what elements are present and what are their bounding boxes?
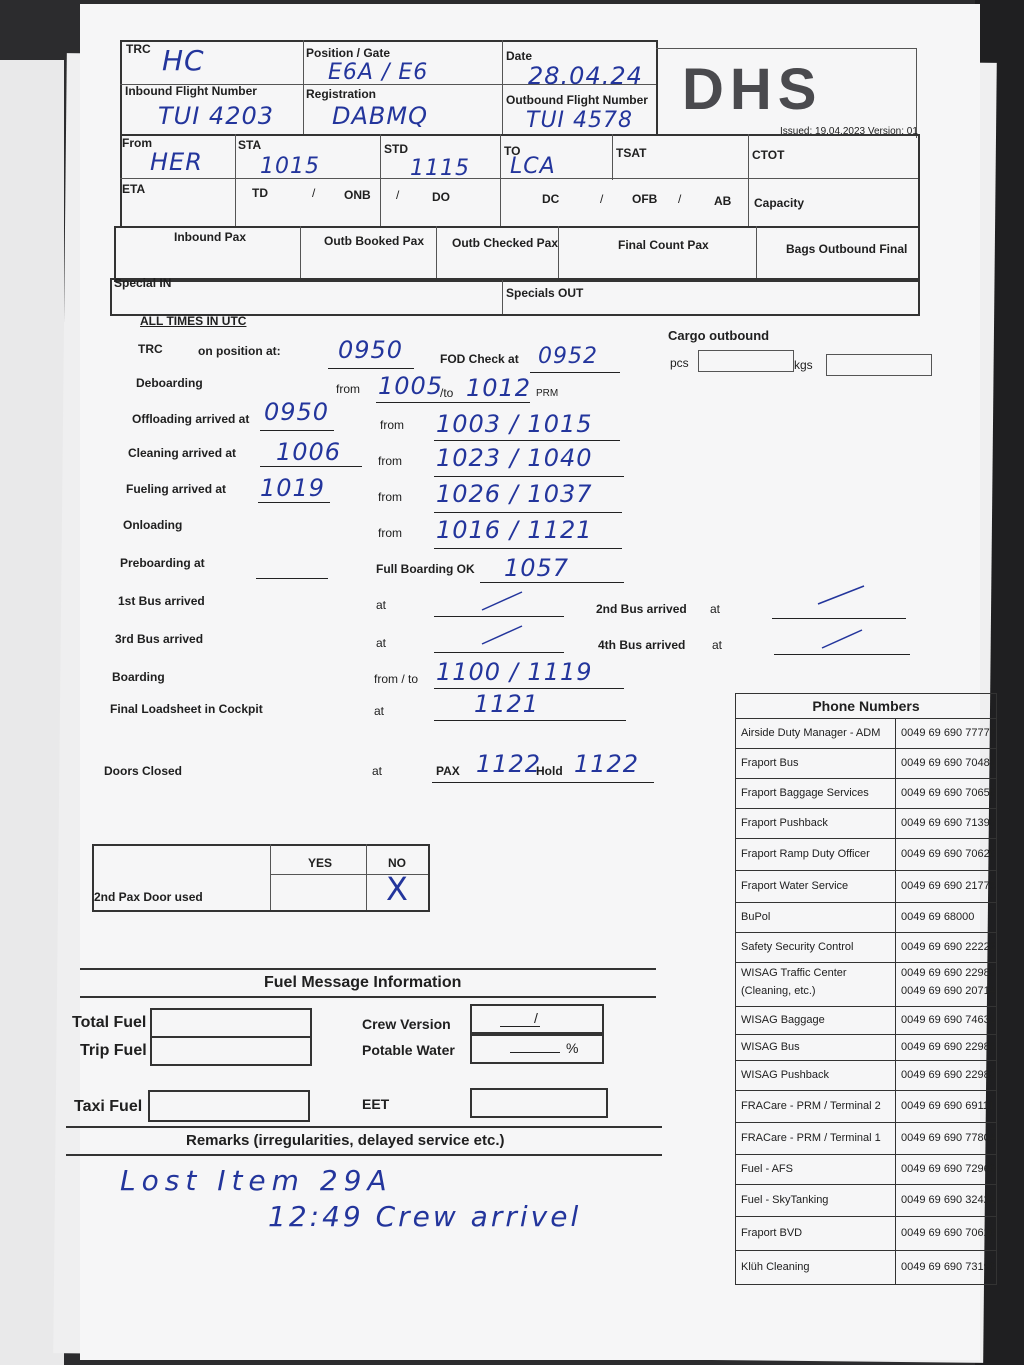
td-label: TD — [252, 186, 268, 200]
bus2-label: 2nd Bus arrived — [596, 602, 687, 616]
eet-label: EET — [362, 1096, 390, 1112]
phone-number[interactable]: 0049 69 690 71393 — [901, 817, 996, 829]
phone-number[interactable]: 0049 69 690 72960 — [901, 1163, 996, 1175]
phone-number[interactable]: 0049 69 690 73190 — [901, 1261, 996, 1273]
turnaround-form-sheet: TRC HC Position / Gate E6A / E6 Date 28.04.24 Inbound Flight Number TUI 4203 Registration DABMQ Outbound Flight Number TUI 4578 DHS Issued: 19.04.2023 Version: 01 From HER STA 1015 STD 1115 TO LCA TSAT CTOT ETA TD / ONB / DO DC / OFB / AB Capacity Inbound Pax Outb Booked Pax Outb Checked Pax Final Count Pax Bags Outbound Final Special IN Specials OUT ALL TIMES IN UTC TRC on position at: 0950 FOD Check at 0952 Deboarding from 1005 /to 1012 PRM Offloading arrived at 0950 from 1003 / 1015 Cleaning arrived at 1006 from 1023 / 1040 Fueling arrived at 1019 from 1026 / 1037 Onloading from 1016 / 1121 Preboarding at Full Boarding OK 1057 1st Bus arrived at 2nd Bus arrived at 3rd Bus arrived at 4th Bus arrived at Boarding from / to 1100 / 1119 Final Loadsheet in Cockpit at 1121 Doors Closed at PAX 1122 Hold 1122 Cargo outbound pcs kgs YES NO 2nd Pax Door used X Fuel Message Information Total Fuel Trip Fuel Taxi Fuel Crew Version / Potable Water % EET Remarks (irregularities, delayed service etc.) Lost Item 29A 12:49 Crew arrivel Phone Numbers Airside Duty Manager - ADM 0049 69 690 77777 Fraport Bus 0049 69 690 70481 Fraport Baggage Services 0049 69 690 70650 Fraport Pushback 0049 69 690 71393 Fraport Ramp Duty Officer 0049 69 690 70620 Fraport Water Service 0049 69 690 21775 BuPol 0049 69 68000 Safety Security Control 0049 69 690 22222 WISAG Traffic Center 0049 69 690 22983 (Cleaning, etc.) 0049 69 690 20714 WISAG Baggage 0049 69 690 74631 WISAG Bus 0049 69 690 22986 WISAG Pushback 0049 69 690 22983 FRACare - PRM / Terminal 2 0049 69 690 69111 FRACare - PRM / Terminal 1 0049 69 690 77804 Fuel - AFS 0049 69 690 72960 Fuel - SkyTanking 0049 69 690 32421 Fraport BVD 0049 69 690 70620 Klüh Cleaning 0049 69 690 73190 — [80, 4, 980, 1360]
dhs-logo: DHS — [682, 57, 823, 122]
fueling-range[interactable]: 1026 / 1037 — [436, 480, 593, 508]
position-gate-value[interactable]: E6A / E6 — [328, 60, 429, 85]
phone-number[interactable]: 0049 69 690 77804 — [901, 1132, 996, 1144]
bus1-label: 1st Bus arrived — [118, 594, 205, 608]
onb-label: ONB — [344, 188, 371, 202]
phone-contact-name: Fraport Ramp Duty Officer — [741, 848, 870, 860]
onloading-label: Onloading — [123, 518, 183, 532]
outb-checked-pax-label: Outb Checked Pax — [452, 236, 559, 250]
all-times-utc-heading: ALL TIMES IN UTC — [140, 314, 247, 328]
deboarding-label: Deboarding — [136, 376, 203, 390]
trip-fuel-field[interactable] — [150, 1036, 312, 1066]
trc-label: TRC — [126, 42, 151, 56]
yes-header: YES — [308, 856, 333, 870]
preboarding-label: Preboarding at — [120, 556, 205, 570]
phone-contact-name: Safety Security Control — [741, 941, 854, 953]
phone-contact-name: Fraport Water Service — [741, 880, 849, 892]
offloading-label: Offloading arrived at — [132, 412, 250, 426]
outbound-flight-label: Outbound Flight Number — [506, 93, 648, 107]
ctot-label: CTOT — [752, 148, 785, 162]
on-position-label: on position at: — [198, 344, 281, 358]
total-fuel-field[interactable] — [150, 1008, 312, 1038]
ab-label: AB — [714, 194, 732, 208]
phone-contact-name: FRACare - PRM / Terminal 1 — [741, 1132, 881, 1144]
percent-sign: % — [566, 1040, 579, 1056]
inbound-pax-label: Inbound Pax — [174, 230, 246, 244]
phone-contact-name: Airside Duty Manager - ADM — [741, 727, 881, 739]
phone-number-secondary[interactable]: 0049 69 690 20714 — [901, 985, 996, 997]
crew-version-label: Crew Version — [362, 1016, 451, 1032]
outbound-flight-value[interactable]: TUI 4578 — [526, 108, 634, 133]
prm-label: PRM — [536, 388, 559, 399]
no-header: NO — [388, 856, 406, 870]
outb-booked-pax-label: Outb Booked Pax — [324, 234, 425, 248]
sta-value[interactable]: 1015 — [260, 154, 320, 179]
full-boarding-label: Full Boarding OK — [376, 562, 475, 576]
trc-row-label: TRC — [138, 342, 163, 356]
remarks-heading: Remarks (irregularities, delayed service etc.) — [186, 1132, 505, 1149]
phone-numbers-title: Phone Numbers — [735, 693, 997, 719]
kgs-label: kgs — [794, 358, 813, 372]
offloading-value[interactable]: 0950 — [264, 398, 330, 426]
std-value[interactable]: 1115 — [410, 156, 470, 181]
phone-number[interactable]: 0049 69 690 21775 — [901, 880, 996, 892]
do-label: DO — [432, 190, 450, 204]
eet-field[interactable] — [470, 1088, 608, 1118]
bags-outbound-final-label: Bags Outbound Final — [786, 242, 908, 256]
phone-number[interactable]: 0049 69 690 70650 — [901, 787, 996, 799]
from-label: From — [122, 136, 152, 150]
doors-closed-label: Doors Closed — [104, 764, 183, 778]
ofb-label: OFB — [632, 192, 658, 206]
phone-number[interactable]: 0049 69 690 22983 — [901, 1069, 996, 1081]
std-label: STD — [384, 142, 408, 156]
cleaning-range[interactable]: 1023 / 1040 — [436, 444, 593, 472]
phone-contact-name: Fuel - SkyTanking — [741, 1194, 829, 1206]
pax-doors-value[interactable]: 1122 — [476, 750, 542, 778]
fuel-message-heading: Fuel Message Information — [264, 974, 462, 991]
cleaning-label: Cleaning arrived at — [128, 446, 237, 460]
taxi-fuel-field[interactable] — [148, 1090, 310, 1122]
kgs-field[interactable] — [826, 354, 932, 376]
boarding-label: Boarding — [112, 670, 165, 684]
remarks-line-2[interactable]: 12:49 Crew arrivel — [268, 1200, 582, 1233]
phone-contact-name: Fraport Bus — [741, 757, 799, 769]
phone-contact-name-sub: (Cleaning, etc.) — [741, 985, 816, 997]
hold-doors-label: Hold — [536, 764, 563, 778]
phone-number[interactable]: 0049 69 690 70481 — [901, 757, 996, 769]
hold-doors-value[interactable]: 1122 — [574, 750, 640, 778]
bus2-dash-mark — [816, 584, 866, 606]
final-loadsheet-value[interactable]: 1121 — [474, 690, 540, 718]
phone-contact-name: Fraport Baggage Services — [741, 787, 869, 799]
second-pax-door-label: 2nd Pax Door used — [94, 890, 203, 904]
phone-number[interactable]: 0049 69 690 74631 — [901, 1014, 996, 1026]
full-boarding-value[interactable]: 1057 — [504, 554, 570, 582]
cargo-outbound-heading: Cargo outbound — [668, 328, 770, 343]
phone-contact-name: Fuel - AFS — [741, 1163, 793, 1175]
fueling-label: Fueling arrived at — [126, 482, 227, 496]
phone-number[interactable]: 0049 69 690 77777 — [901, 727, 996, 739]
trc-value[interactable]: HC — [162, 44, 205, 77]
phone-contact-name: Fraport BVD — [741, 1227, 803, 1239]
potable-water-label: Potable Water — [362, 1042, 455, 1058]
pcs-field[interactable] — [698, 350, 794, 372]
trip-fuel-label: Trip Fuel — [80, 1042, 147, 1059]
fueling-value[interactable]: 1019 — [260, 474, 326, 502]
taxi-fuel-label: Taxi Fuel — [74, 1098, 143, 1115]
issued-version: Issued: 19.04.2023 Version: 01 — [780, 126, 918, 137]
to-value[interactable]: LCA — [510, 154, 556, 179]
phone-number[interactable]: 0049 69 690 22983 — [901, 967, 996, 979]
deboarding-from-value[interactable]: 1005 — [378, 372, 444, 400]
phone-number[interactable]: 0049 69 690 69111 — [901, 1100, 995, 1112]
position-gate-label: Position / Gate — [306, 46, 391, 60]
phone-number[interactable]: 0049 69 68000 — [901, 911, 975, 923]
yes-checkbox[interactable] — [272, 876, 364, 908]
total-fuel-label: Total Fuel — [72, 1014, 147, 1031]
bus4-dash-mark — [820, 628, 864, 650]
potable-water-field[interactable] — [470, 1034, 604, 1064]
registration-label: Registration — [306, 87, 377, 101]
phone-number[interactable]: 0049 69 690 22986 — [901, 1041, 996, 1053]
phone-contact-name: WISAG Baggage — [741, 1014, 825, 1026]
special-in-label: Special IN — [114, 276, 172, 290]
phone-number[interactable]: 0049 69 690 70620 — [901, 848, 996, 860]
phone-contact-name: Klüh Cleaning — [741, 1261, 810, 1273]
boarding-range[interactable]: 1100 / 1119 — [436, 658, 593, 686]
specials-out-label: Specials OUT — [506, 286, 584, 300]
fod-check-label: FOD Check at — [440, 352, 519, 366]
phone-number[interactable]: 0049 69 690 32421 — [901, 1194, 996, 1206]
pax-doors-label: PAX — [436, 764, 460, 778]
no-checkmark[interactable]: X — [386, 870, 409, 908]
capacity-label: Capacity — [754, 196, 805, 210]
phone-contact-name: WISAG Traffic Center — [741, 967, 847, 979]
deboarding-to-value[interactable]: 1012 — [466, 374, 532, 402]
pcs-label: pcs — [670, 356, 689, 370]
tsat-label: TSAT — [616, 146, 647, 160]
registration-value[interactable]: DABMQ — [332, 102, 428, 130]
onloading-range[interactable]: 1016 / 1121 — [436, 516, 593, 544]
phone-contact-name: WISAG Pushback — [741, 1069, 830, 1081]
from-value[interactable]: HER — [150, 148, 203, 176]
sta-label: STA — [238, 138, 262, 152]
cleaning-value[interactable]: 1006 — [276, 438, 342, 466]
inbound-flight-label: Inbound Flight Number — [125, 84, 257, 98]
bus1-dash-mark — [480, 590, 524, 612]
phone-number[interactable]: 0049 69 690 70620 — [901, 1227, 996, 1239]
date-value[interactable]: 28.04.24 — [528, 62, 643, 90]
eta-label: ETA — [122, 182, 146, 196]
dc-label: DC — [542, 192, 560, 206]
bus3-dash-mark — [480, 624, 524, 646]
remarks-line-1[interactable]: Lost Item 29A — [120, 1164, 393, 1197]
phone-number[interactable]: 0049 69 690 22222 — [901, 941, 996, 953]
phone-contact-name: BuPol — [741, 911, 771, 923]
bus3-label: 3rd Bus arrived — [115, 632, 204, 646]
bus4-label: 4th Bus arrived — [598, 638, 686, 652]
fod-check-value[interactable]: 0952 — [538, 344, 598, 369]
to-label: TO — [504, 144, 521, 158]
on-position-value[interactable]: 0950 — [338, 336, 404, 364]
phone-contact-name: Fraport Pushback — [741, 817, 828, 829]
phone-contact-name: FRACare - PRM / Terminal 2 — [741, 1100, 881, 1112]
final-loadsheet-label: Final Loadsheet in Cockpit — [110, 702, 263, 716]
inbound-flight-value[interactable]: TUI 4203 — [158, 102, 275, 130]
phone-table-border — [735, 693, 997, 1285]
phone-contact-name: WISAG Bus — [741, 1041, 800, 1053]
final-count-pax-label: Final Count Pax — [618, 238, 709, 252]
date-label: Date — [506, 49, 533, 63]
offloading-range[interactable]: 1003 / 1015 — [436, 410, 593, 438]
